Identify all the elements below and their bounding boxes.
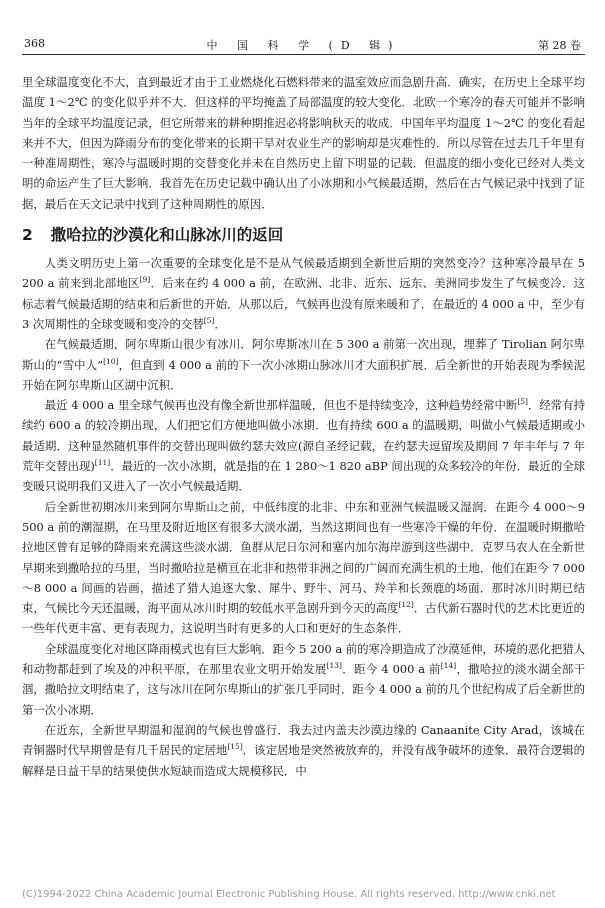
paragraph-text: ．古代新石器时代的艺术比更近的一些年代更丰富、更有表现力，这说明当时有更多的人口和更好的生态条件． <box>22 601 585 636</box>
paragraph-text: 在气候最适期，阿尔卑斯山很少有冰川．阿尔卑斯冰川在 5 300 a 前第一次出现，埋葬了 Tirolian 阿尔卑斯山的“雪中人” <box>22 337 585 372</box>
running-header <box>22 34 585 55</box>
paragraph <box>22 253 585 334</box>
journal-title: 中 国 科 学 (D 辑) <box>206 39 401 52</box>
citation[interactable]: [9] <box>139 275 151 285</box>
citation[interactable]: [13] <box>326 661 342 671</box>
citation[interactable]: [5] <box>517 397 528 407</box>
paragraph: 里全球温度变化不大，直到最近才由于工业燃烧化石燃料带来的温室效应而急剧升高．确实，在历史上全球平均温度 1～2℃ 的变化似乎并不大．但这样的平均掩盖了局部温度的较大变化．北欧一个寒冷的春天可能并不影响当年的全球平均温度记录，但它所带来的耕种期推迟必将影响秋天的收成．中国年平均温度 1～2℃ 的变化看起来并不大，但因为降雨分布的变化带来的长期干旱对农业生产的影响却是灾难性的．所以尽管在过去几千年里有一种准周期性，寒冷与温暖时期的交替变化并未在自然历史上留下明显的记载．但温度的细小变化已经对人类文明的命运产生了巨大影响．我首先在历史记载中确认出了小冰期和小气候最适期，然后在古气候记录中找到了证据，最后在天文记录中找到了这种周期性的原因． <box>22 75 585 211</box>
volume-label: 第 28 卷 <box>538 39 581 52</box>
paragraph-text: ，撒哈拉的淡水湖全部干涸，撒哈拉文明结束了，这与冰川在阿尔卑斯山的扩张几乎同时．距今 4 000 a 前的几个世纪构成了后全新世的第一次小冰期． <box>22 662 585 717</box>
paragraph-text: 全球温度变化对地区降雨模式也有巨大影响．距今 5 200 a 前的寒冷期造成了沙漠延伸，环境的恶化把猎人和动物都赶到了埃及的冲积平原，在那里农业文明开始发展 <box>22 641 585 677</box>
paragraph <box>22 395 585 496</box>
page-number: 368 <box>24 37 45 50</box>
paragraph-text: ，但直到 4 000 a 前的下一次小冰期山脉冰川才大面积扩展．后全新世的开始表现为季候泥开始在阿尔卑斯山区湖中沉积． <box>22 357 585 392</box>
paragraph-text: 在近东，全新世早期温和湿润的气候也曾盛行．我去过内盖夫沙漠边缘的 Canaanite City Arad，该城在青铜器时代早期曾是有几千居民的定居地 <box>22 722 585 758</box>
paragraph <box>22 334 585 395</box>
paragraph <box>22 497 585 639</box>
copyright-watermark: (C)1994-2022 China Academic Journal Electronic Publishing House. All rights reserved. http://www.cnki.net <box>22 889 556 900</box>
section-title: 撒哈拉的沙漠化和山脉冰川的返回 <box>50 226 284 245</box>
paragraph-text: ．后来在约 4 000 a 前，在欧洲、北非、近东、远东、美洲同步发生了气候变冷．这标志着气候最适期的结束和后新世的开始．从那以后，气候再也没有原来暖和了．在最近的 4 000 a 中，至少有 3 次周期性的全球变暖和变冷的交替 <box>22 276 585 331</box>
paragraph-text: ．最近的一次小冰期，就是指的在 1 280～1 820 aBP 间出现的众多较冷的年份．最近的全球变暖只说明我们又进入了一次小气候最适期． <box>22 459 586 494</box>
paragraph-text: ．该定居地是突然被放弃的，并没有战争破坏的迹象．最符合逻辑的解释是日益干旱的结果使供水短缺而造成大规模移民．中 <box>22 743 585 778</box>
paragraph-text: ． <box>214 316 226 331</box>
paragraph-text: 人类文明历史上第一次重要的全球变化是不是从气候最适期到全新世后期的突然变冷？这种寒冷最早在 5 200 a 前来到北部地区 <box>22 256 585 291</box>
section-number: 2 <box>22 226 33 245</box>
paragraph-text: 后全新世初期冰川来到阿尔卑斯山之前，中低纬度的北非、中东和亚洲气候温暖又湿润．在距今 4 000～9 500 a 前的潮湿期，在马里及附近地区有很多大淡水湖，当然这期间也有一些寒冷干燥的年份．在温暖时期撒哈拉地区曾有足够的降雨来充满这些淡水湖．鱼群从尼日尔河和塞内加尔海岸游到这些湖中．克罗马农人在全新世早期来到撒哈拉的马里，当时撒哈拉是横亘在北非和热带非洲之间的广阔而充满生机的土地．他们在距今 7 000～8 000 a 间画的岩画，描述了猎人追逐大象、犀牛、野牛、河马、羚羊和长颈鹿的场面．那时冰川时期已结束，气候比今天还温暖，海平面从冰川时期的较低水平急剧升到今天的高度 <box>22 499 585 616</box>
paragraph <box>22 720 585 781</box>
citation[interactable]: [14] <box>440 661 457 671</box>
citation[interactable]: [11] <box>94 458 111 468</box>
citation[interactable]: [12] <box>398 600 414 610</box>
citation[interactable]: [5] <box>203 316 215 326</box>
paragraph-text: ．距今 4 000 a 前 <box>341 662 441 677</box>
citation[interactable]: [15] <box>227 742 243 752</box>
paragraph-text: ．经常有持续约 600 a 的较冷期出现，人们把它们方便地叫做小冰期．也有持续 600 a 的温暖期，叫做小气候最适期或小最适期．这种显然随机事件的交替出现叫做约瑟夫效应(源自圣经记载，在约瑟夫逗留埃及期间 7 年丰年与 7 年荒年交替出现) <box>22 398 585 474</box>
paragraph <box>22 639 585 720</box>
paragraph-text: 最近 4 000 a 里全球气候再也没有像全新世那样温暖，但也不是持续变冷，这种趋势经常中断 <box>44 398 518 413</box>
article-body <box>22 72 585 781</box>
citation[interactable]: [10] <box>103 356 119 366</box>
section-heading <box>22 224 585 246</box>
